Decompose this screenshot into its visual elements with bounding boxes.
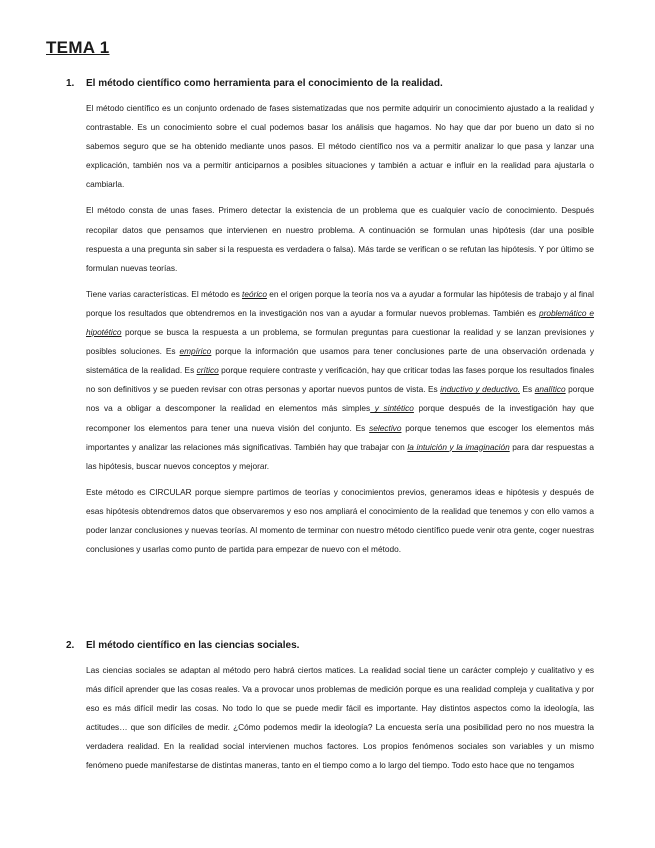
emphasized-term: y sintético	[370, 403, 414, 414]
emphasized-term: la intuición y la imaginación	[407, 441, 510, 452]
text-run: porque requiere contraste y verificación, hay que criticar todas las fases porque los resultados finales no son definitivos y se pueden revisar con otras personas y aportar nuevos puntos de vista. Es	[86, 365, 594, 395]
section-title: El método científico como herramienta para el conocimiento de la realidad.	[86, 78, 443, 89]
paragraph-characteristics	[86, 285, 594, 476]
emphasized-term: inductivo y deductivo.	[440, 384, 520, 395]
emphasized-term: crítico	[196, 365, 219, 376]
document-title: TEMA 1	[46, 38, 110, 57]
text-run: Tiene varias características. El método es	[86, 288, 243, 299]
section-heading	[66, 78, 594, 89]
text-run: porque se busca la respuesta a un problema, se formulan preguntas para cuestionar la realidad y se lanzan previsiones y posibles soluciones. Es	[86, 327, 594, 357]
section-title: El método científico en las ciencias sociales.	[86, 640, 300, 651]
paragraph: El método consta de unas fases. Primero detectar la existencia de un problema que es cualquier vacío de conocimiento. Después recopilar datos que pensamos que intervienen en nuestro problema. A continuación se formulan unas hipótesis (dar una posible respuesta a una pregunta sin saber si la respuesta es verdadera o falsa). Más tarde se verifican o se refutan las hipótesis. Y por último se formulan nuevas teorías.	[86, 205, 594, 273]
paragraph: Este método es CIRCULAR porque siempre partimos de teorías y conocimientos previos, generamos ideas e hipótesis y después de esas hipótesis obtendremos datos que observaremos y eso nos ampliará el conocimiento de la realidad que tenemos y con ello vamos a poder lanzar conclusiones y nuevas teorías. Al momento de terminar con nuestro método científico puede venir otra gente, coger nuestras conclusiones y usarlas como punto de partida para empezar de nuevo con el método.	[86, 486, 594, 555]
text-run: porque nos va a obligar a descomponer la realidad en elementos más simples	[86, 384, 594, 414]
text-run: en el origen porque la teoría nos va a ayudar a formular las hipótesis de trabajo y al final porque los resultados que obtendremos en la investigación nos van a ayudar a formular nuevos problemas. También es	[86, 288, 594, 318]
text-run: porque la información que usamos para tener conclusiones parte de una observación ordenada y sistemática de la realidad. Es	[86, 346, 594, 376]
paragraph: Las ciencias sociales se adaptan al método pero habrá ciertos matices. La realidad social tiene un carácter complejo y cualitativo y es más difícil aprender que las cosas reales. Va a provocar unos problemas de medición porque es una realidad compleja y cualitativa y por eso es más difícil medir las cosas. No todo lo que se puede medir fácil es importante. Hay distintos aspectos como la ideología, las actitudes… que son difíciles de medir. ¿Cómo podemos medir la ideología? La encuesta sería una posibilidad pero no nos muestra la verdadera realidad. En la realidad social intervienen muchos factores. Los propios fenómenos sociales son variables y un mismo fenómeno puede manifestarse de distintas maneras, tanto en el tiempo como a lo largo del tiempo. Todo esto hace que no tengamos	[86, 665, 594, 771]
section-number: 2.	[66, 640, 75, 651]
section-2	[66, 640, 594, 783]
emphasized-term: teórico	[242, 288, 267, 299]
emphasized-term: analítico	[534, 384, 566, 395]
text-run: porque después de la investigación hay que recomponer los elementos para tener una nueva visión del conjunto. Es	[86, 403, 594, 433]
emphasized-term: empírico	[179, 346, 212, 357]
emphasized-term: problemático e hipotético	[86, 307, 594, 338]
text-run: porque tenemos que escoger los elementos más importantes y analizar las relaciones más significativas. También hay que trabajar con	[86, 422, 594, 452]
text-run: para dar respuestas a las hipótesis, buscar nuevos conceptos y mejorar.	[86, 441, 594, 471]
section-heading	[66, 640, 594, 651]
emphasized-term: selectivo	[369, 422, 402, 433]
section-number: 1.	[66, 78, 75, 89]
text-run: Es	[520, 384, 535, 395]
section-1	[66, 78, 594, 566]
paragraph: El método científico es un conjunto ordenado de fases sistematizadas que nos permite adquirir un conocimiento ajustado a la realidad y contrastable. Es un conocimiento sobre el cual podemos basar los análisis que hagamos. No hay que dar por bueno un dato si no sabemos seguro que se ha obtenido mediante unos pasos. El método científico nos va a permitir analizar lo que pasa y lanzar una explicación, también nos va a permitir anticiparnos a posibles situaciones y también a actuar e influir en la realidad para ajustarla o cambiarla.	[86, 103, 594, 190]
